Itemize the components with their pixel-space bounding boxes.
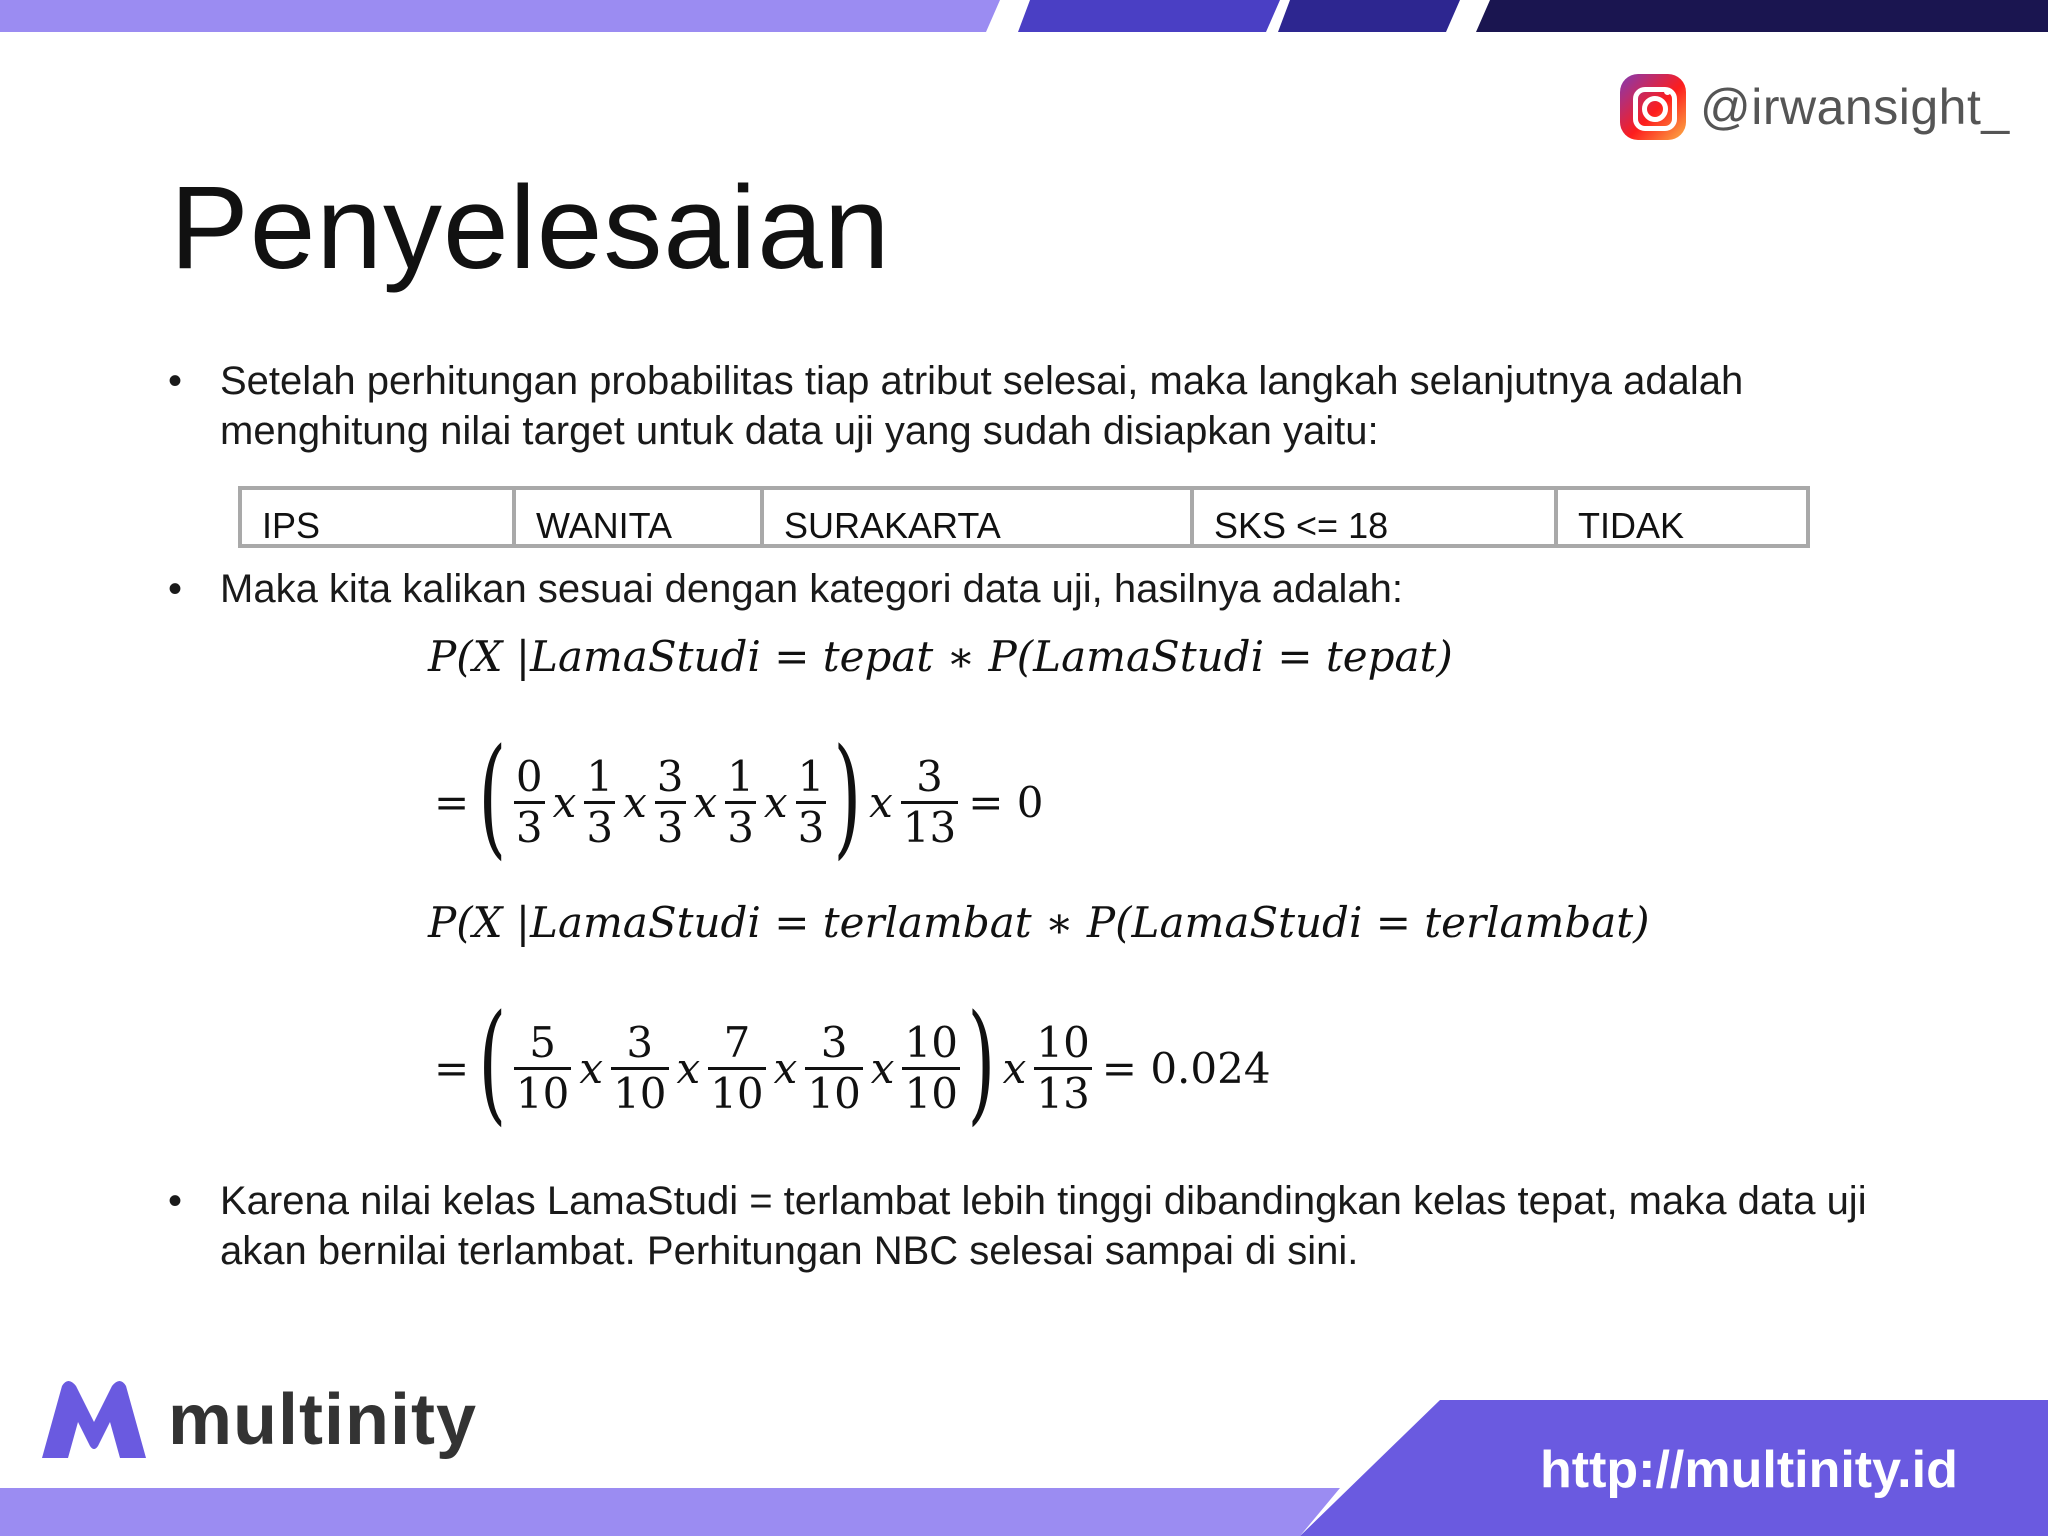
fraction: $\frac{1}{3}$: [727, 751, 754, 852]
fraction: $\frac{1}{3}$: [797, 751, 825, 852]
page-title: Penyelesaian: [170, 162, 891, 294]
bullet-conclusion: [168, 1176, 1868, 1276]
equation-terlambat-header: P(X |LamaStudi = terlambat ∗ P(LamaStudi = terlambat): [428, 898, 1650, 947]
instagram-handle-text: @irwansight_: [1700, 79, 2010, 135]
equation-result: = 0.024: [1101, 1043, 1271, 1093]
instagram-icon: [1620, 74, 1686, 140]
bullet-intro-text: Setelah perhitungan probabilitas tiap atribut selesai, maka langkah selanjutnya adalah menghitung nilai target untuk data uji yang sudah disiapkan yaitu:: [220, 359, 1744, 453]
bullet-conclusion-text: Karena nilai kelas LamaStudi = terlambat lebih tinggi dibandingkan kelas tepat, maka data uji akan bernilai terlambat. Perhitungan NBC selesai sampai di sini.: [220, 1179, 1867, 1273]
fraction: $\frac{0}{3}$: [515, 751, 543, 852]
right-paren: ): [967, 986, 996, 1138]
equation-terlambat-calc: = ( $\frac{5}{10}$ x $\frac{3}{10}$ x $\frac{7}{10}$ x $\frac{3}{10}$ x $\frac{10}{10}$ ) x $\frac{10}{13}$ = 0.024: [434, 986, 1271, 1138]
equals-sign: =: [434, 777, 470, 827]
fraction: $\frac{1}{3}$: [586, 751, 614, 852]
multinity-logo-text: multinity: [168, 1380, 477, 1460]
fraction: $\frac{10}{10}$: [904, 1017, 958, 1118]
prior-fraction: $\frac{3}{13}$: [902, 751, 957, 852]
left-paren: (: [478, 720, 507, 872]
table-cell: IPS: [242, 490, 516, 544]
header-decoration: [0, 0, 2048, 32]
bullet-dot: •: [168, 1179, 183, 1223]
left-paren: (: [478, 986, 507, 1138]
fraction: $\frac{5}{10}$: [515, 1017, 570, 1118]
bullet-multiply-text: Maka kita kalikan sesuai dengan kategori data uji, hasilnya adalah:: [220, 567, 1403, 611]
test-data-table: [238, 486, 1810, 548]
bullet-intro: [168, 356, 1868, 456]
table-cell: TIDAK: [1578, 505, 1685, 546]
website-url: http://multinity.id: [1540, 1441, 1958, 1499]
prior-fraction: $\frac{10}{13}$: [1036, 1017, 1090, 1118]
right-paren: ): [833, 720, 862, 872]
fraction: $\frac{3}{3}$: [656, 751, 684, 852]
multinity-logo: [38, 1378, 477, 1462]
equation-tepat-header: P(X |LamaStudi = tepat ∗ P(LamaStudi = tepat): [428, 632, 1453, 681]
equation-tepat-calc: = ( $\frac{0}{3}$ x $\frac{1}{3}$ x $\frac{3}{3}$ x $\frac{1}{3}$ x $\frac{1}{3}$ ) x $\frac{3}{13}$ = 0: [434, 720, 1044, 872]
table-cell: SURAKARTA: [764, 490, 1194, 544]
instagram-handle: [1620, 72, 2010, 142]
multinity-logo-icon: [38, 1378, 150, 1462]
equals-sign: =: [434, 1043, 470, 1093]
bullet-dot: •: [168, 359, 183, 403]
table-cell: WANITA: [516, 490, 764, 544]
equation-result: = 0: [968, 777, 1044, 827]
bullet-multiply: [168, 564, 1868, 614]
fraction: $\frac{3}{10}$: [807, 1017, 861, 1118]
footer-stripe-left: [0, 1488, 1340, 1536]
fraction: $\frac{3}{10}$: [613, 1017, 667, 1118]
table-cell: SKS <= 18: [1194, 490, 1558, 544]
bullet-dot: •: [168, 567, 183, 611]
fraction: $\frac{7}{10}$: [710, 1017, 764, 1118]
